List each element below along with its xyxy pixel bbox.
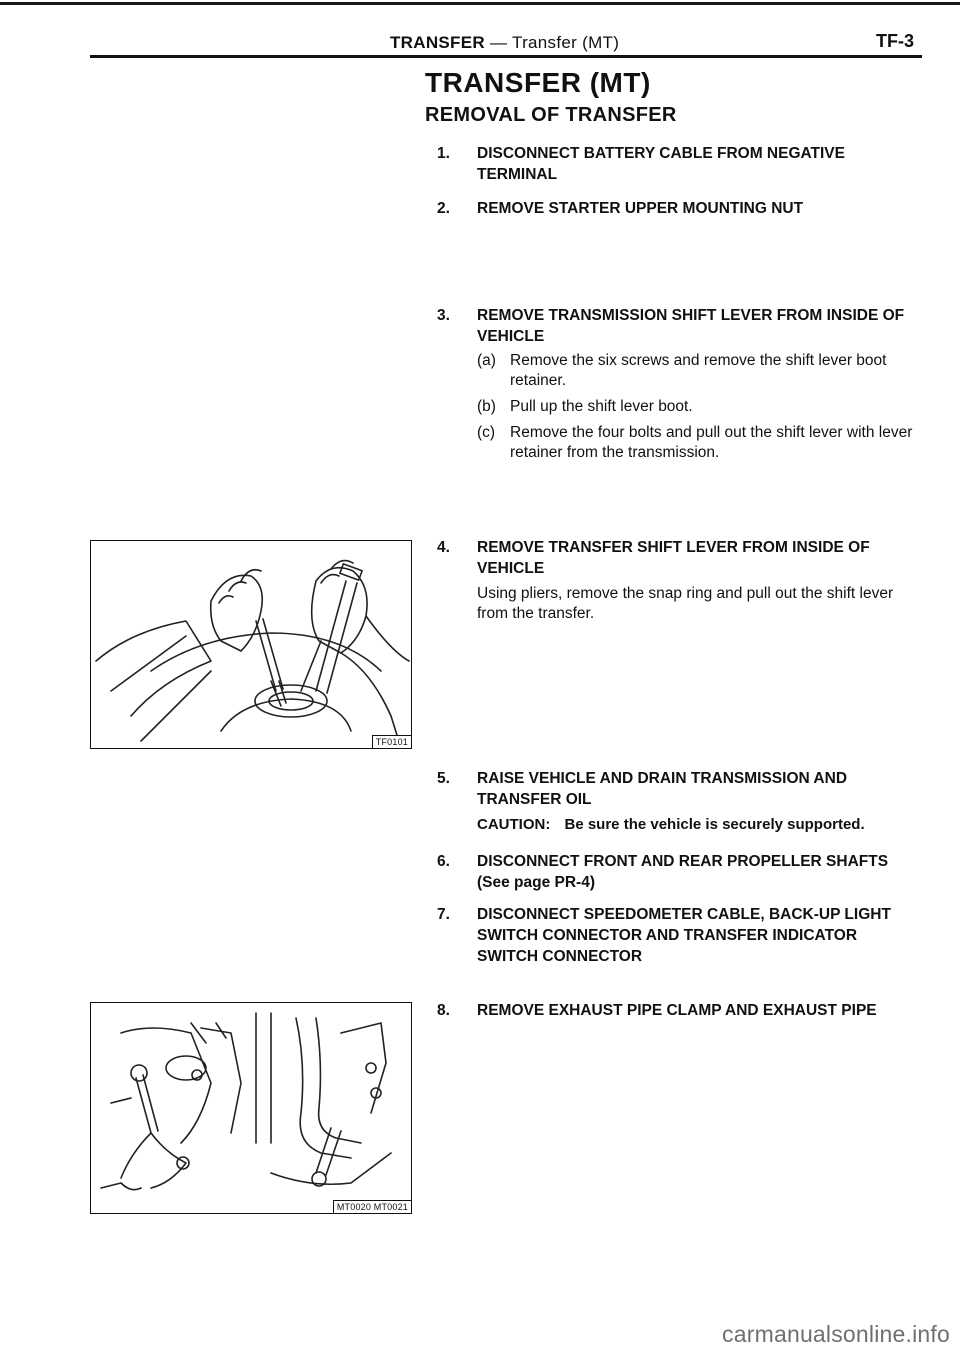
header-rule	[90, 55, 922, 58]
document-title: TRANSFER (MT)	[425, 67, 651, 98]
step-number: 7.	[437, 906, 450, 923]
step-number: 4.	[437, 539, 450, 556]
step-number: 8.	[437, 1002, 450, 1019]
header-subsection: Transfer (MT)	[512, 33, 620, 52]
step-3-sub-a	[477, 351, 917, 391]
step-4-description: Using pliers, remove the snap ring and pull out the shift lever from the transfer.	[477, 585, 894, 622]
sub-label: (c)	[477, 424, 496, 441]
step-2	[437, 198, 917, 219]
sub-label: (a)	[477, 352, 496, 369]
top-border-line	[0, 2, 960, 5]
step-text: REMOVE EXHAUST PIPE CLAMP AND EXHAUST PIPE	[477, 1002, 877, 1019]
sub-text: Remove the six screws and remove the shift lever boot retainer.	[510, 352, 887, 389]
step-number: 1.	[437, 145, 450, 162]
page-number: TF-3	[876, 31, 914, 51]
header-section: TRANSFER	[390, 33, 485, 52]
step-7	[437, 904, 917, 967]
step-5	[437, 768, 917, 810]
header-dash: —	[490, 33, 508, 52]
step-number: 5.	[437, 770, 450, 787]
header-title	[390, 33, 619, 53]
step-number: 6.	[437, 853, 450, 870]
step-text: REMOVE STARTER UPPER MOUNTING NUT	[477, 200, 804, 217]
caution-text: Be sure the vehicle is securely supported.	[564, 816, 865, 833]
figure-shift-lever-pliers	[90, 540, 412, 749]
step-6	[437, 851, 917, 893]
step-text: DISCONNECT SPEEDOMETER CABLE, BACK-UP LIGHT SWITCH CONNECTOR AND TRANSFER INDICATOR SWITCH CONNECTOR	[477, 906, 891, 965]
section-title: REMOVAL OF TRANSFER	[425, 104, 677, 126]
watermark-text: carmanualsonline.info	[722, 1321, 950, 1347]
step-1	[437, 143, 917, 185]
step-text: RAISE VEHICLE AND DRAIN TRANSMISSION AND TRANSFER OIL	[477, 770, 848, 808]
figure-code: MT0020 MT0021	[333, 1200, 411, 1213]
caution-label: CAUTION:	[477, 816, 551, 833]
step-3	[437, 305, 917, 347]
step-8	[437, 1000, 917, 1021]
caution-note	[477, 816, 917, 833]
figure-code: TF0101	[372, 735, 411, 748]
step-4	[437, 537, 917, 579]
sub-text: Remove the four bolts and pull out the shift lever with lever retainer from the transmission.	[510, 424, 913, 461]
pliers-illustration	[91, 541, 411, 748]
step-text: DISCONNECT FRONT AND REAR PROPELLER SHAFTS (See page PR-4)	[477, 853, 889, 891]
figure-exhaust-pipe-clamp	[90, 1002, 412, 1214]
step-number: 3.	[437, 307, 450, 324]
sub-text: Pull up the shift lever boot.	[510, 398, 693, 415]
exhaust-clamp-illustration	[91, 1003, 411, 1213]
sub-label: (b)	[477, 398, 496, 415]
step-number: 2.	[437, 200, 450, 217]
step-text: DISCONNECT BATTERY CABLE FROM NEGATIVE TERMINAL	[477, 145, 845, 183]
step-text: REMOVE TRANSMISSION SHIFT LEVER FROM INSIDE OF VEHICLE	[477, 307, 905, 345]
step-text: REMOVE TRANSFER SHIFT LEVER FROM INSIDE OF VEHICLE	[477, 539, 870, 577]
page-header	[90, 30, 920, 56]
step-3-sub-b	[477, 397, 917, 417]
step-3-sub-c	[477, 423, 917, 463]
